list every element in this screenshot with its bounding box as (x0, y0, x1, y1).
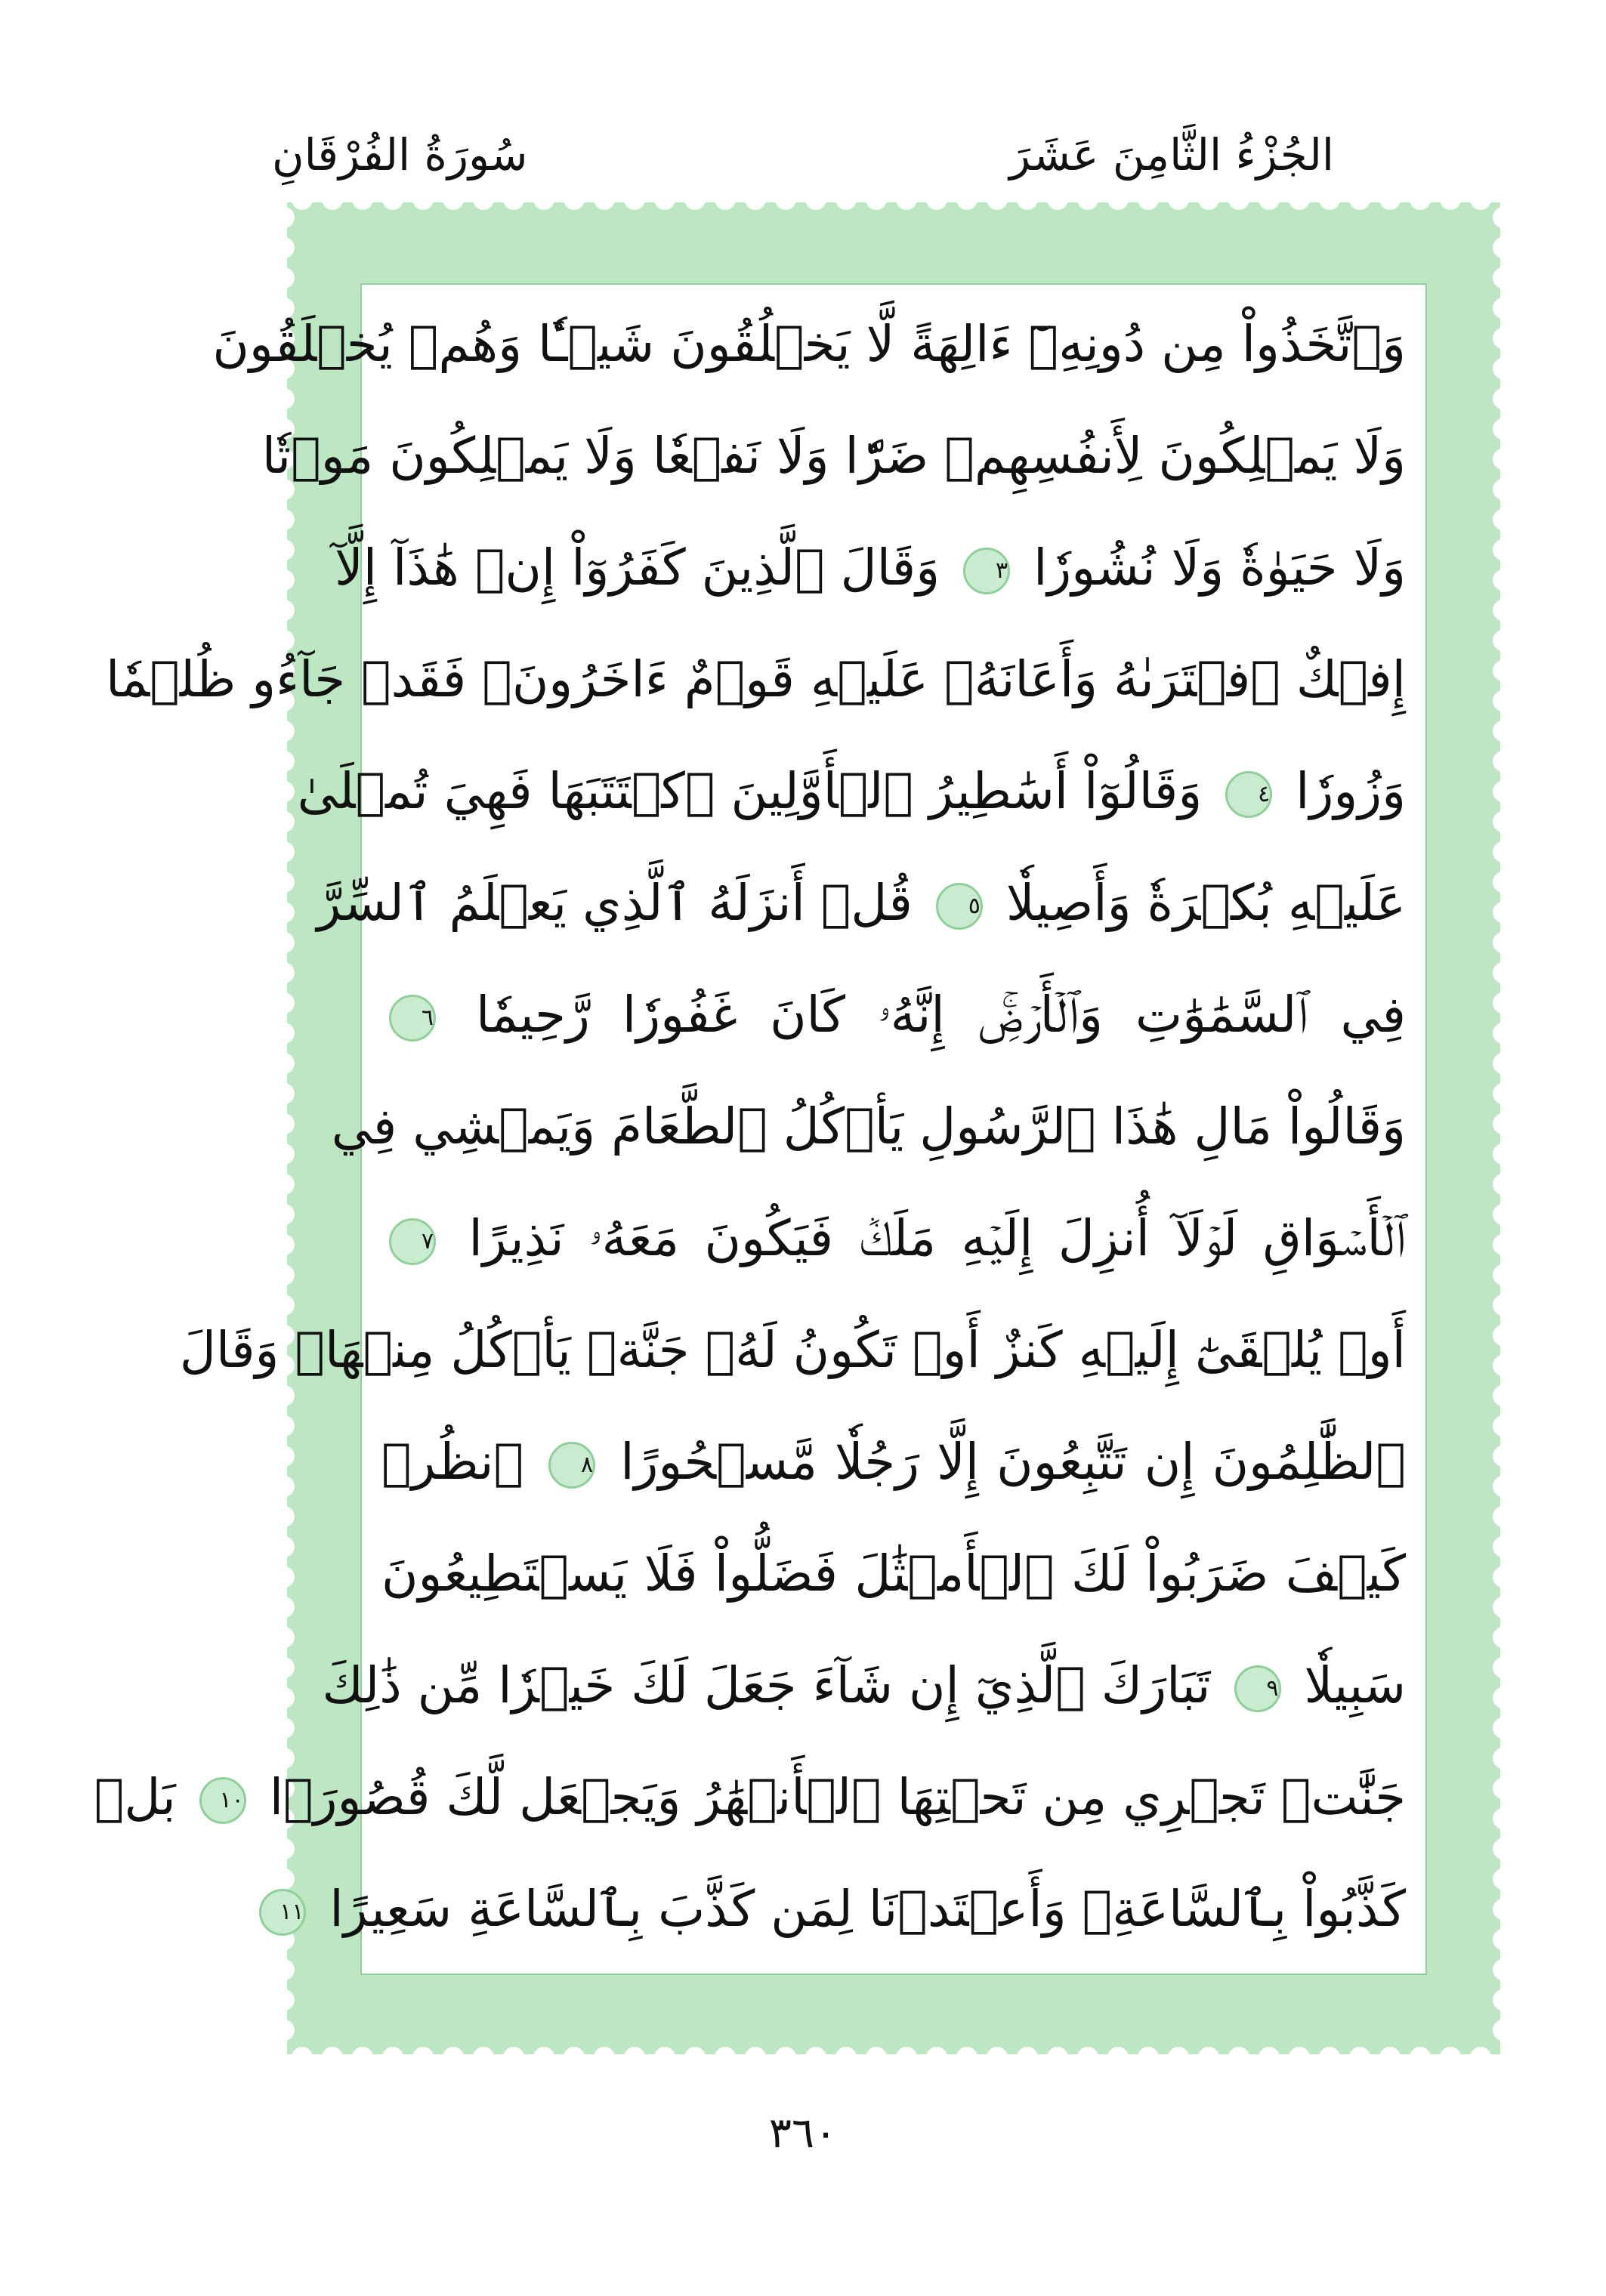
ayah-number-marker: ١٠ (199, 1777, 246, 1824)
text-line: إِفۡكٌ ٱفۡتَرَىٰهُ وَأَعَانَهُۥ عَلَيۡهِ قَوۡمٌ ءَاخَرُونَۖ فَقَدۡ جَآءُو ظُلۡمٗا (105, 650, 1406, 708)
ayah-number-marker: ٥ (936, 883, 983, 930)
ayah-number-marker: ٣ (963, 548, 1010, 594)
text-line: كَذَّبُواْ بِٱلسَّاعَةِۖ وَأَعۡتَدۡنَا لِمَن كَذَّبَ بِٱلسَّاعَةِ سَعِيرًا ١١ (381, 1853, 1406, 1965)
text-line: وَلَا يَمۡلِكُونَ لِأَنفُسِهِمۡ ضَرّٗا وَلَا نَفۡعٗا وَلَا يَمۡلِكُونَ مَوۡتٗا (261, 427, 1406, 485)
juz-title: الجُزْءُ الثَّامِنَ عَشَرَ (1009, 129, 1334, 181)
text-line: وَزُورٗا ٤ وَقَالُوٓاْ أَسَٰطِيرُ ٱلۡأَوَّلِينَ ٱكۡتَتَبَهَا فَهِيَ تُمۡلَىٰ (297, 762, 1406, 820)
page-number: ٣٦٠ (768, 2109, 838, 2158)
text-line: عَلَيۡهِ بُكۡرَةٗ وَأَصِيلٗا ٥ قُلۡ أَنزَلَهُ ٱلَّذِي يَعۡلَمُ ٱلسِّرَّ (317, 874, 1406, 932)
text-line: ٱلظَّٰلِمُونَ إِن تَتَّبِعُونَ إِلَّا رَجُلٗا مَّسۡحُورًا ٨ ٱنظُرۡ (381, 1433, 1407, 1491)
ayah-number-marker: ٦ (389, 995, 436, 1042)
page-header (272, 113, 1334, 196)
ayah-number-marker: ٧ (389, 1218, 436, 1265)
text-line: فِي ٱلسَّمَٰوَٰتِ وَٱلۡأَرۡضِۚ إِنَّهُۥ كَانَ غَفُورٗا رَّحِيمٗا ٦ (381, 959, 1406, 1071)
text-line: وَلَا حَيَوٰةٗ وَلَا نُشُورٗا ٣ وَقَالَ ٱلَّذِينَ كَفَرُوٓاْ إِنۡ هَٰذَآ إِلَّآ (335, 539, 1406, 597)
text-line: سَبِيلٗا ٩ تَبَارَكَ ٱلَّذِيٓ إِن شَآءَ جَعَلَ لَكَ خَيۡرٗا مِّن ذَٰلِكَ (322, 1656, 1406, 1714)
text-line: جَنَّٰتٖ تَجۡرِي مِن تَحۡتِهَا ٱلۡأَنۡهَٰرُ وَيَجۡعَل لَّكَ قُصُورَۢا ١٠ بَلۡ (94, 1768, 1406, 1826)
ayah-number-marker: ٩ (1234, 1665, 1281, 1712)
text-line: أَوۡ يُلۡقَىٰٓ إِلَيۡهِ كَنزٌ أَوۡ تَكُونُ لَهُۥ جَنَّةٞ يَأۡكُلُ مِنۡهَاۚ وَقَالَ (179, 1321, 1406, 1379)
quran-text (94, 289, 1407, 1973)
text-line: كَيۡفَ ضَرَبُواْ لَكَ ٱلۡأَمۡثَٰلَ فَضَلُّواْ فَلَا يَسۡتَطِيعُونَ (381, 1545, 1407, 1603)
text-line: وَقَالُواْ مَالِ هَٰذَا ٱلرَّسُولِ يَأۡكُلُ ٱلطَّعَامَ وَيَمۡشِي فِي (331, 1097, 1406, 1156)
text-line: وَٱتَّخَذُواْ مِن دُونِهِۦٓ ءَالِهَةً لَّا يَخۡلُقُونَ شَيۡـٔٗا وَهُمۡ يُخۡلَقُونَ (212, 315, 1406, 373)
surah-title: سُورَةُ الفُرْقَانِ (272, 129, 528, 181)
ayah-number-marker: ٨ (548, 1442, 595, 1489)
ayah-number-marker: ٤ (1225, 771, 1272, 818)
text-line: ٱلۡأَسۡوَاقِ لَوۡلَآ أُنزِلَ إِلَيۡهِ مَلَكٞ فَيَكُونَ مَعَهُۥ نَذِيرًا ٧ (381, 1183, 1406, 1295)
ayah-number-marker: ١١ (259, 1889, 306, 1936)
